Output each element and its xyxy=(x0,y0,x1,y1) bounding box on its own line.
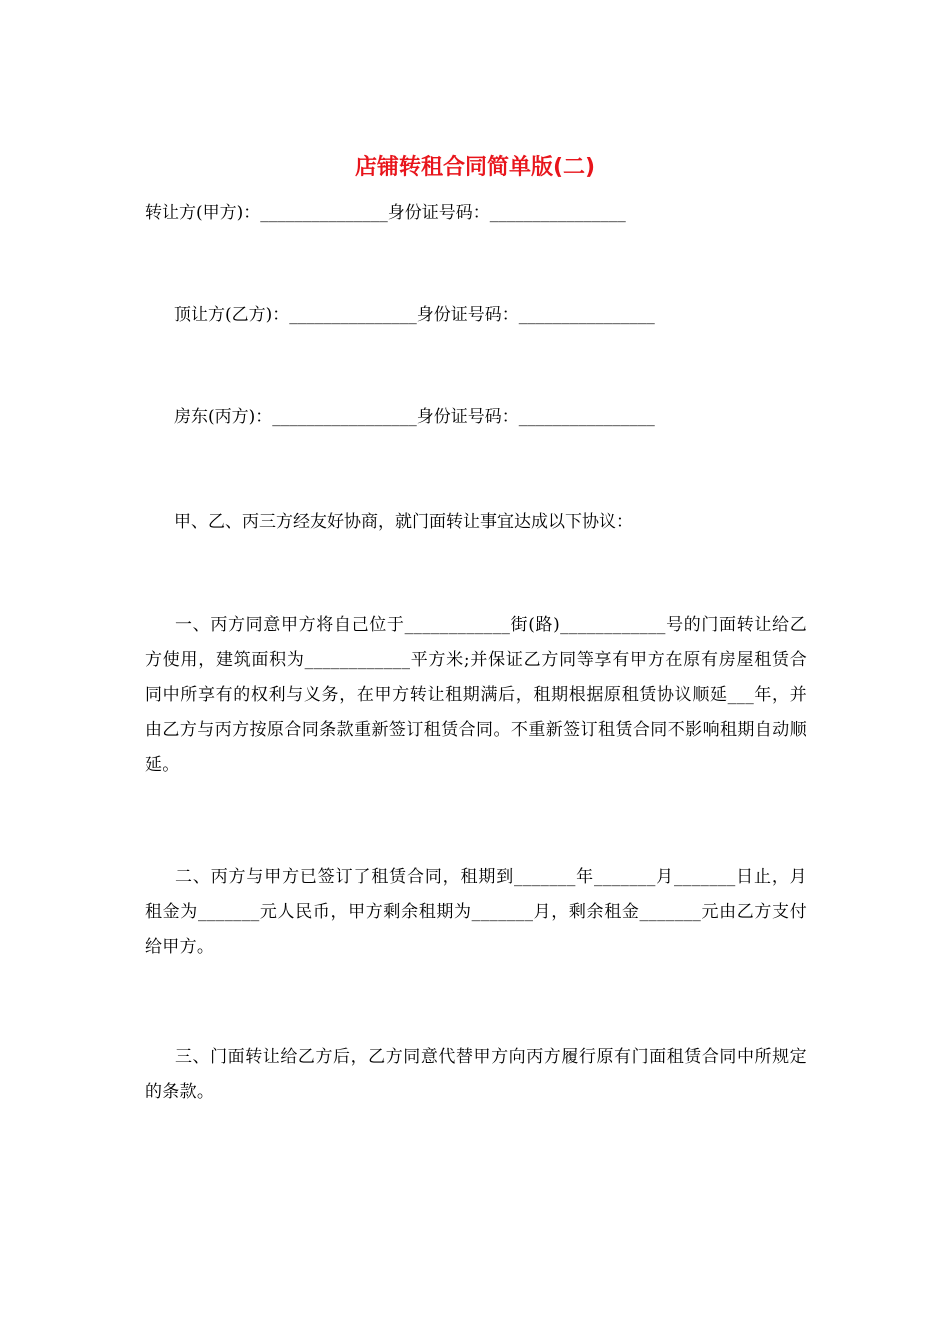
clause-2-paragraph: 二、丙方与甲方已签订了租赁合同，租期到_______年_______月_______日止，月租金为_______元人民币，甲方剩余租期为_______月，剩余租金_______元由乙方支付给甲方。 xyxy=(145,867,807,957)
party-b-line: 顶让方(乙方)：_______________身份证号码：________________ xyxy=(174,305,655,325)
intro-paragraph: 甲、乙、丙三方经友好协商，就门面转让事宜达成以下协议： xyxy=(174,512,633,532)
document-title: 店铺转租合同简单版(二) xyxy=(354,155,596,180)
clause-1-paragraph: 一、丙方同意甲方将自己位于____________街(路)____________号的门面转让给乙方使用，建筑面积为____________平方米;并保证乙方同等享有甲方在原有房屋租赁合同中所享有的权利与义务，在甲方转让租期满后，租期根据原租赁协议顺延___年，并由乙方与丙方按原合同条款重新签订租赁合同。不重新签订租赁合同不影响租期自动顺延。 xyxy=(145,615,807,775)
party-a-line: 转让方(甲方)：_______________身份证号码：________________ xyxy=(145,203,626,223)
clause-3-paragraph: 三、门面转让给乙方后，乙方同意代替甲方向丙方履行原有门面租赁合同中所规定的条款。 xyxy=(145,1047,807,1102)
landlord-line: 房东(丙方)：_________________身份证号码：________________ xyxy=(174,407,655,427)
